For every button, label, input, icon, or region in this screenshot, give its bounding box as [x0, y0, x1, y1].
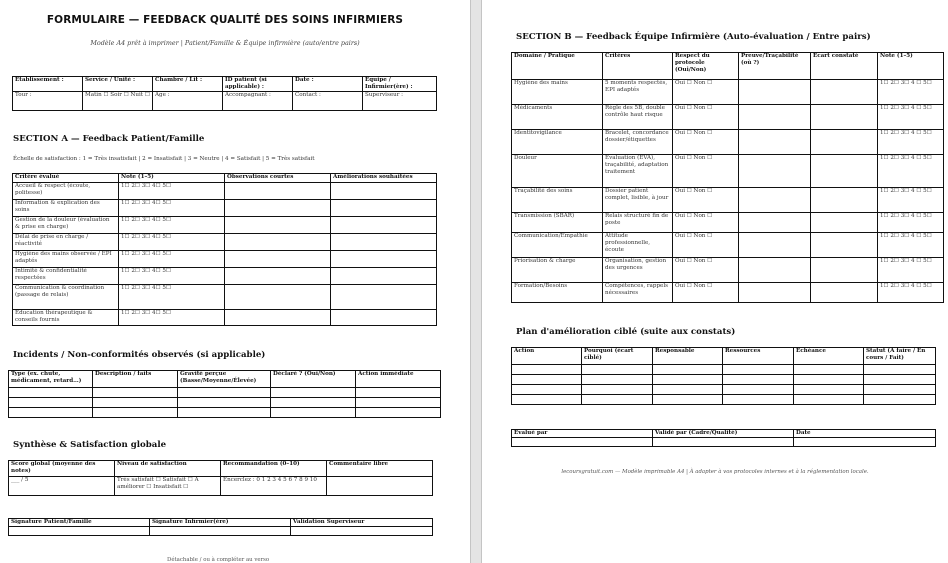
ecart-cell[interactable]	[811, 283, 878, 303]
recommandation-scale[interactable]: Encerclez : 0 1 2 3 4 5 6 7 8 9 10	[221, 477, 327, 496]
cell[interactable]	[794, 375, 864, 385]
note-checkboxes[interactable]: 1☐ 2☐ 3☐ 4 ☐ 5☐	[878, 213, 944, 233]
observations-cell[interactable]	[225, 217, 331, 234]
rating-checkboxes[interactable]: 1☐ 2☐ 3☐ 4☐ 5☐	[119, 200, 225, 217]
critere-label: Communication & coordination (passage de relais)	[13, 285, 119, 310]
col-description: Description / faits	[93, 371, 178, 388]
oui-non-checkboxes[interactable]: Oui ☐ Non ☐	[673, 213, 739, 233]
col-gravite: Gravité perçue (Basse/Moyenne/Élevée)	[178, 371, 271, 388]
ecart-cell[interactable]	[811, 105, 878, 130]
critere-label: Gestion de la douleur (évaluation & prise en charge)	[13, 217, 119, 234]
section-b-table	[511, 52, 944, 303]
oui-non-checkboxes[interactable]: Oui ☐ Non ☐	[673, 130, 739, 155]
satisfaction-scale: Échelle de satisfaction : 1 = Très insatisfait | 2 = Insatisfait | 3 = Neutre | 4 = Satisfait | 5 = Très satisfait	[13, 156, 315, 162]
header-label-equipe: Équipe / Infirmier(ère) :	[363, 77, 437, 92]
table-row	[512, 395, 936, 405]
header-label-chambre: Chambre / Lit :	[153, 77, 223, 92]
cell[interactable]	[512, 365, 582, 375]
col-pourquoi: Pourquoi (écart ciblé)	[582, 348, 653, 365]
ameliorations-cell[interactable]	[331, 285, 437, 310]
rating-checkboxes[interactable]: 1☐ 2☐ 3☐ 4☐ 5☐	[119, 234, 225, 251]
note-checkboxes[interactable]: 1☐ 2☐ 3☐ 4 ☐ 5☐	[878, 258, 944, 283]
critere-label: Éducation thérapeutique & conseils fournis	[13, 310, 119, 326]
ameliorations-cell[interactable]	[331, 251, 437, 268]
table-row	[512, 283, 944, 303]
header-label-date: Date :	[293, 77, 363, 92]
preuve-cell[interactable]	[739, 213, 811, 233]
col-recommandation: Recommandation (0–10)	[221, 461, 327, 477]
preuve-cell[interactable]	[739, 130, 811, 155]
cell[interactable]	[653, 385, 723, 395]
cell[interactable]	[93, 388, 178, 398]
domaine-label: Traçabilité des soins	[512, 188, 603, 213]
criteres-label: Dossier patient complet, lisible, à jour	[603, 188, 673, 213]
col-observations: Observations courtes	[225, 174, 331, 183]
document-subtitle: Modèle A4 prêt à imprimer | Patient/Famille & Équipe infirmière (auto/entre pairs)	[90, 39, 360, 47]
cell[interactable]	[864, 385, 936, 395]
cell[interactable]	[653, 375, 723, 385]
note-checkboxes[interactable]: 1☐ 2☐ 3☐ 4 ☐ 5☐	[878, 233, 944, 258]
ecart-cell[interactable]	[811, 130, 878, 155]
col-validation-superviseur: Validation Superviseur	[291, 519, 433, 527]
signatures-table	[8, 518, 433, 536]
cell[interactable]	[356, 408, 441, 418]
col-ameliorations: Améliorations souhaitées	[331, 174, 437, 183]
cell[interactable]	[93, 408, 178, 418]
observations-cell[interactable]	[225, 183, 331, 200]
rating-checkboxes[interactable]: 1☐ 2☐ 3☐ 4☐ 5☐	[119, 268, 225, 285]
rating-checkboxes[interactable]: 1☐ 2☐ 3☐ 4☐ 5☐	[119, 251, 225, 268]
col-commentaire: Commentaire libre	[327, 461, 433, 477]
col-preuve: Preuve/Traçabilité (où ?)	[739, 53, 811, 80]
col-criteres: Critères	[603, 53, 673, 80]
note-checkboxes[interactable]: 1☐ 2☐ 3☐ 4 ☐ 5☐	[878, 130, 944, 155]
criteres-label: 5 moments respectés, EPI adaptés	[603, 80, 673, 105]
domaine-label: Identitovigilance	[512, 130, 603, 155]
header-field-tour[interactable]: Tour :	[13, 92, 83, 111]
cut-footer-text: Détachable / ou à compléter au verso	[167, 557, 270, 563]
critere-label: Intimité & confidentialité respectées	[13, 268, 119, 285]
note-checkboxes[interactable]: 1☐ 2☐ 3☐ 4 ☐ 5☐	[878, 80, 944, 105]
cell[interactable]	[271, 408, 356, 418]
cell[interactable]	[794, 395, 864, 405]
table-row	[512, 258, 944, 283]
niveau-satisfaction-checkboxes[interactable]: Très satisfait ☐ Satisfait ☐ À améliorer ☐ Insatisfait ☐	[115, 477, 221, 496]
note-checkboxes[interactable]: 1☐ 2☐ 3☐ 4 ☐ 5☐	[878, 155, 944, 188]
page-footer: lecoursgratuit.com — Modèle imprimable A4 | À adapter à vos protocoles internes et à la réglementation locale.	[561, 469, 869, 475]
ecart-cell[interactable]	[811, 155, 878, 188]
oui-non-checkboxes[interactable]: Oui ☐ Non ☐	[673, 233, 739, 258]
cell[interactable]	[356, 388, 441, 398]
valide-par-field[interactable]	[653, 438, 794, 447]
score-global-field[interactable]: ___ / 5	[9, 477, 115, 496]
preuve-cell[interactable]	[739, 105, 811, 130]
preuve-cell[interactable]	[739, 258, 811, 283]
table-row	[9, 408, 441, 418]
cell[interactable]	[723, 395, 794, 405]
table-row	[512, 385, 936, 395]
critere-label: Délai de prise en charge / réactivité	[13, 234, 119, 251]
cell[interactable]	[653, 395, 723, 405]
col-respect-protocole: Respect du protocole (Oui/Non)	[673, 53, 739, 80]
col-type: Type (ex. chute, médicament, retard…)	[9, 371, 93, 388]
incidents-title: Incidents / Non-conformités observés (si applicable)	[13, 350, 266, 360]
ecart-cell[interactable]	[811, 258, 878, 283]
oui-non-checkboxes[interactable]: Oui ☐ Non ☐	[673, 155, 739, 188]
synthese-table	[8, 460, 433, 496]
cell[interactable]	[794, 365, 864, 375]
preuve-cell[interactable]	[739, 283, 811, 303]
cell[interactable]	[9, 398, 93, 408]
preuve-cell[interactable]	[739, 233, 811, 258]
ecart-cell[interactable]	[811, 80, 878, 105]
cell[interactable]	[582, 385, 653, 395]
cell[interactable]	[9, 388, 93, 398]
table-row	[13, 268, 437, 285]
table-row	[13, 200, 437, 217]
preuve-cell[interactable]	[739, 155, 811, 188]
oui-non-checkboxes[interactable]: Oui ☐ Non ☐	[673, 258, 739, 283]
col-note: Note (1–5)	[119, 174, 225, 183]
commentaire-field[interactable]	[327, 477, 433, 496]
cell[interactable]	[723, 385, 794, 395]
page-left	[0, 0, 470, 563]
ameliorations-cell[interactable]	[331, 183, 437, 200]
domaine-label: Médicaments	[512, 105, 603, 130]
table-row	[512, 375, 936, 385]
page-right	[482, 0, 948, 563]
table-row	[512, 105, 944, 130]
table-row	[9, 388, 441, 398]
col-note: Note (1–5)	[878, 53, 944, 80]
critere-label: Accueil & respect (écoute, politesse)	[13, 183, 119, 200]
col-evalue-par: Évalué par	[512, 430, 653, 438]
col-ecart: Écart constaté	[811, 53, 878, 80]
ecart-cell[interactable]	[811, 188, 878, 213]
page-gutter	[470, 0, 482, 563]
cell[interactable]	[178, 388, 271, 398]
table-row	[512, 188, 944, 213]
signature-infirmier-field[interactable]	[150, 527, 291, 536]
cell[interactable]	[582, 395, 653, 405]
observations-cell[interactable]	[225, 234, 331, 251]
header-field-shift[interactable]: Matin ☐ Soir ☐ Nuit ☐	[83, 92, 153, 111]
ameliorations-cell[interactable]	[331, 310, 437, 326]
table-row	[512, 155, 944, 188]
col-domaine: Domaine / Pratique	[512, 53, 603, 80]
critere-label: Information & explication des soins	[13, 200, 119, 217]
cell[interactable]	[512, 375, 582, 385]
header-field-contact[interactable]: Contact :	[293, 92, 363, 111]
cell[interactable]	[864, 395, 936, 405]
plan-amelioration-title: Plan d'amélioration ciblé (suite aux constats)	[516, 327, 736, 337]
col-ressources: Ressources	[723, 348, 794, 365]
header-field-superviseur[interactable]: Superviseur :	[363, 92, 437, 111]
ecart-cell[interactable]	[811, 213, 878, 233]
evalue-par-field[interactable]	[512, 438, 653, 447]
document-title: FORMULAIRE — FEEDBACK QUALITÉ DES SOINS INFIRMIERS	[46, 14, 404, 26]
criteres-label: Relais structuré fin de poste	[603, 213, 673, 233]
cell[interactable]	[512, 395, 582, 405]
table-row	[512, 130, 944, 155]
cell[interactable]	[93, 398, 178, 408]
cell[interactable]	[271, 388, 356, 398]
critere-label: Hygiène des mains observée / EPI adaptés	[13, 251, 119, 268]
rating-checkboxes[interactable]: 1☐ 2☐ 3☐ 4☐ 5☐	[119, 183, 225, 200]
criteres-label: Compétences, rappels nécessaires	[603, 283, 673, 303]
col-valide-par: Validé par (Cadre/Qualité)	[653, 430, 794, 438]
header-field-accompagnant[interactable]: Accompagnant :	[223, 92, 293, 111]
cell[interactable]	[794, 385, 864, 395]
oui-non-checkboxes[interactable]: Oui ☐ Non ☐	[673, 188, 739, 213]
domaine-label: Transmission (SBAR)	[512, 213, 603, 233]
col-niveau: Niveau de satisfaction	[115, 461, 221, 477]
cell[interactable]	[271, 398, 356, 408]
incidents-table	[8, 370, 441, 418]
criteres-label: Organisation, gestion des urgences	[603, 258, 673, 283]
rating-checkboxes[interactable]: 1☐ 2☐ 3☐ 4☐ 5☐	[119, 310, 225, 326]
observations-cell[interactable]	[225, 268, 331, 285]
ameliorations-cell[interactable]	[331, 217, 437, 234]
col-action: Action immédiate	[356, 371, 441, 388]
cell[interactable]	[178, 408, 271, 418]
rating-checkboxes[interactable]: 1☐ 2☐ 3☐ 4☐ 5☐	[119, 285, 225, 310]
table-row	[13, 251, 437, 268]
domaine-label: Communication/Empathie	[512, 233, 603, 258]
criteres-label: Règle des 5B, double contrôle haut risque	[603, 105, 673, 130]
domaine-label: Formation/Besoins	[512, 283, 603, 303]
domaine-label: Priorisation & charge	[512, 258, 603, 283]
col-signature-patient: Signature Patient/Famille	[9, 519, 150, 527]
date-field[interactable]	[794, 438, 936, 447]
table-row	[512, 213, 944, 233]
domaine-label: Douleur	[512, 155, 603, 188]
cell[interactable]	[582, 365, 653, 375]
cell[interactable]	[356, 398, 441, 408]
table-row	[13, 234, 437, 251]
header-info-table	[12, 76, 437, 111]
col-signature-infirmier: Signature Infirmier(ère)	[150, 519, 291, 527]
ameliorations-cell[interactable]	[331, 200, 437, 217]
preuve-cell[interactable]	[739, 188, 811, 213]
col-echeance: Échéance	[794, 348, 864, 365]
validation-superviseur-field[interactable]	[291, 527, 433, 536]
cell[interactable]	[864, 375, 936, 385]
col-score-global: Score global (moyenne des notes)	[9, 461, 115, 477]
table-row	[13, 285, 437, 310]
header-label-service: Service / Unité :	[83, 77, 153, 92]
cell[interactable]	[582, 375, 653, 385]
ecart-cell[interactable]	[811, 233, 878, 258]
observations-cell[interactable]	[225, 285, 331, 310]
oui-non-checkboxes[interactable]: Oui ☐ Non ☐	[673, 105, 739, 130]
cell[interactable]	[864, 365, 936, 375]
observations-cell[interactable]	[225, 200, 331, 217]
cell[interactable]	[653, 365, 723, 375]
oui-non-checkboxes[interactable]: Oui ☐ Non ☐	[673, 80, 739, 105]
criteres-label: Évaluation (EVA), traçabilité, adaptation traitement	[603, 155, 673, 188]
preuve-cell[interactable]	[739, 80, 811, 105]
cell[interactable]	[512, 385, 582, 395]
rating-checkboxes[interactable]: 1☐ 2☐ 3☐ 4☐ 5☐	[119, 217, 225, 234]
plan-amelioration-table	[511, 347, 936, 405]
observations-cell[interactable]	[225, 251, 331, 268]
section-a-title: SECTION A — Feedback Patient/Famille	[13, 134, 205, 144]
oui-non-checkboxes[interactable]: Oui ☐ Non ☐	[673, 283, 739, 303]
header-field-age[interactable]: Âge :	[153, 92, 223, 111]
table-row	[13, 183, 437, 200]
col-critere: Critère évalué	[13, 174, 119, 183]
section-a-table	[12, 173, 437, 326]
signature-patient-field[interactable]	[9, 527, 150, 536]
cell[interactable]	[723, 375, 794, 385]
criteres-label: Bracelet, concordance dossier/étiquettes	[603, 130, 673, 155]
note-checkboxes[interactable]: 1☐ 2☐ 3☐ 4 ☐ 5☐	[878, 283, 944, 303]
domaine-label: Hygiène des mains	[512, 80, 603, 105]
table-row	[512, 365, 936, 375]
header-label-id-patient: ID patient (si applicable) :	[223, 77, 293, 92]
cell[interactable]	[178, 398, 271, 408]
section-b-title: SECTION B — Feedback Équipe Infirmière (Auto-évaluation / Entre pairs)	[516, 32, 871, 42]
table-row	[13, 310, 437, 326]
ameliorations-cell[interactable]	[331, 234, 437, 251]
criteres-label: Attitude professionnelle, écoute	[603, 233, 673, 258]
cell[interactable]	[9, 408, 93, 418]
col-responsable: Responsable	[653, 348, 723, 365]
table-row	[9, 398, 441, 408]
note-checkboxes[interactable]: 1☐ 2☐ 3☐ 4 ☐ 5☐	[878, 105, 944, 130]
header-label-etablissement: Établissement :	[13, 77, 83, 92]
table-row	[13, 217, 437, 234]
col-declare: Déclaré ? (Oui/Non)	[271, 371, 356, 388]
col-date: Date	[794, 430, 936, 438]
synthese-title: Synthèse & Satisfaction globale	[13, 440, 167, 450]
note-checkboxes[interactable]: 1☐ 2☐ 3☐ 4 ☐ 5☐	[878, 188, 944, 213]
col-statut: Statut (À faire / En cours / Fait)	[864, 348, 936, 365]
observations-cell[interactable]	[225, 310, 331, 326]
col-action: Action	[512, 348, 582, 365]
validation-table	[511, 429, 936, 447]
ameliorations-cell[interactable]	[331, 268, 437, 285]
table-row	[512, 233, 944, 258]
table-row	[512, 80, 944, 105]
cell[interactable]	[723, 365, 794, 375]
